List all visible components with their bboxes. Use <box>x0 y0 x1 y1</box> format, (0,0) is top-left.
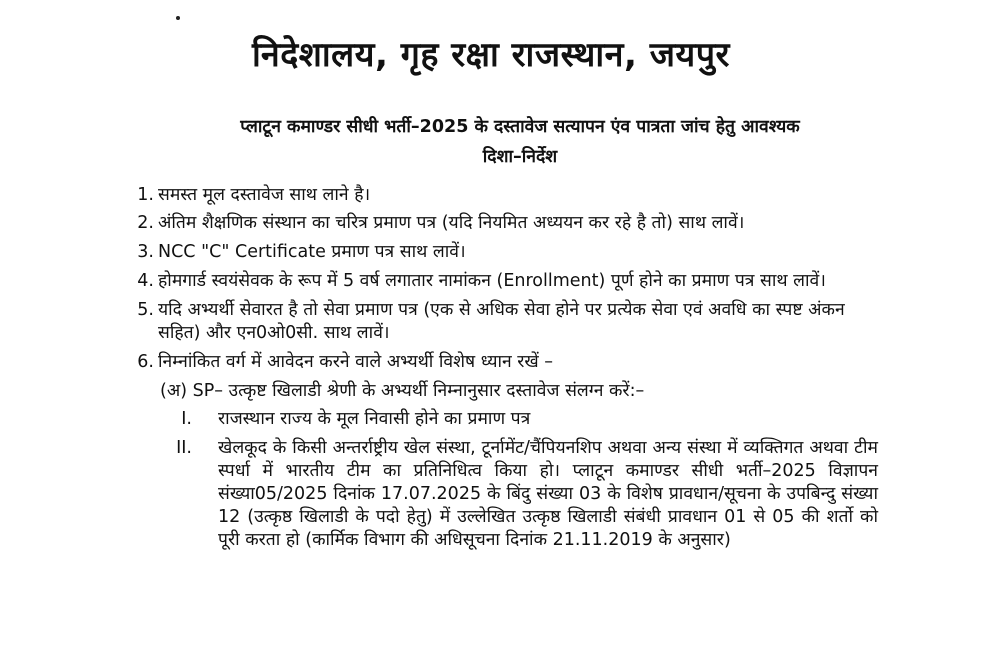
document-subtitle <box>150 112 890 172</box>
item-number: 5. <box>137 300 154 320</box>
roman-text: खेलकूद के किसी अन्तर्राष्ट्रीय खेल संस्था, टूर्नामेंट/चैंपियनशिप अथवा अन्य संस्था में व्यक्तिगत अथवा टीम स्पर्धा में भारतीय टीम का प्रतिनिधित्व किया हो। प्लाटून कमाण्डर सीधी भर्ती–2025 विज्ञापन संख्या05/2025 दिनांक 17.07.2025 के बिंदु संख्या 03 के विशेष प्रावधान/सूचना के उपबिन्दु संख्या 12 (उत्कृष्ठ खिलाडी के पदो हेतु) में उल्लेखित उत्कृष्ठ खिलाडी संबंधी प्रावधान 01 से 05 की शर्तो को पूरी करता हो (कार्मिक विभाग की अधिसूचना दिनांक 21.11.2019 के अनुसार) <box>218 438 878 550</box>
item-number: 2. <box>137 213 154 233</box>
list-item <box>118 270 878 293</box>
page-title: निदेशालय, गृह रक्षा राजस्थान, जयपुर <box>252 35 730 75</box>
instructions-list <box>118 184 878 552</box>
list-item <box>118 351 878 374</box>
subtitle-line-2: दिशा–निर्देश <box>482 147 558 167</box>
item-text: NCC "C" Certificate प्रमाण पत्र साथ लावें। <box>158 242 466 262</box>
sub-section-a: (अ) SP– उत्कृष्ट खिलाडी श्रेणी के अभ्यर्थी निम्नानुसार दस्तावेज संलग्न करें:– <box>160 381 645 401</box>
list-item <box>118 299 878 345</box>
item-number: 6. <box>137 352 154 372</box>
list-item <box>118 184 878 207</box>
roman-number: II. <box>176 438 192 458</box>
item-text: अंतिम शैक्षणिक संस्थान का चरित्र प्रमाण पत्र (यदि नियमित अध्ययन कर रहे है तो) साथ लावें। <box>158 213 745 233</box>
item-number: 1. <box>137 185 154 205</box>
roman-number: I. <box>181 409 192 429</box>
list-item <box>118 241 878 264</box>
item-text: यदि अभ्यर्थी सेवारत है तो सेवा प्रमाण पत्र (एक से अधिक सेवा होने पर प्रत्येक सेवा एवं अवधि का स्पष्ट अंकन सहित) और एन0ओ0सी. साथ लावें। <box>158 300 845 343</box>
list-item <box>118 212 878 235</box>
item-text: समस्त मूल दस्तावेज साथ लाने है। <box>158 185 371 205</box>
roman-item <box>172 408 878 431</box>
roman-text: राजस्थान राज्य के मूल निवासी होने का प्रमाण पत्र <box>218 409 531 429</box>
roman-list <box>172 408 878 552</box>
item-text: होमगार्ड स्वयंसेवक के रूप में 5 वर्ष लगातार नामांकन (Enrollment) पूर्ण होने का प्रमाण पत्र साथ लावें। <box>158 271 826 291</box>
item-number: 3. <box>137 242 154 262</box>
item-text: निम्नांकित वर्ग में आवेदन करने वाले अभ्यर्थी विशेष ध्यान रखें – <box>158 352 554 372</box>
subtitle-line-1: प्लाटून कमाण्डर सीधी भर्ती–2025 के दस्तावेज सत्यापन एंव पात्रता जांच हेतु आवश्यक <box>240 117 800 137</box>
item-number: 4. <box>137 271 154 291</box>
stray-mark <box>176 16 180 20</box>
roman-item <box>172 437 878 552</box>
